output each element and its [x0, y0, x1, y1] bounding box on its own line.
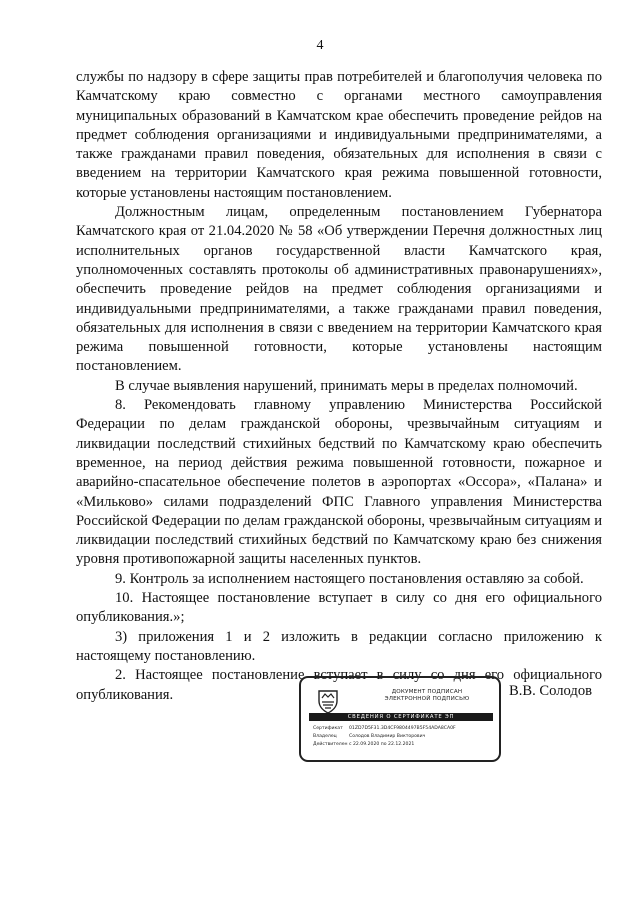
- stamp-certificate-bar: СВЕДЕНИЯ О СЕРТИФИКАТЕ ЭП: [309, 713, 493, 721]
- paragraph: 10. Настоящее постановление вступает в силу со дня его официального опубликования.»;: [76, 590, 602, 626]
- paragraph: 8. Рекомендовать главному управлению Министерства Российской Федерации по делам гражданской обороны, чрезвычайным ситуациям и ликвидации последствий стихийных бедствий по Камчатскому краю обеспечить временное, на период действия режима повышенной готовности, пожарное и аварийно-спасательное обеспечение полетов в аэропортах «Оссора», «Палана» и «Мильково» силами подразделений ФПС Главного управления Министерства Российской Федерации по делам гражданской обороны, чрезвычайным ситуациям и ликвидации последствий стихийных бедствий по Камчатскому краю без снижения уровня противопожарной защиты населенных пунктов.: [76, 397, 602, 568]
- coat-of-arms-icon: [315, 688, 341, 714]
- stamp-row: Действителен с 22.09.2020 по 22.12.2021: [313, 742, 415, 747]
- stamp-row: Сертификат 01ZD7D5F31.3D4CF9804497B5F54ADA8CA0F: [313, 726, 456, 731]
- page-number: 4: [316, 38, 324, 53]
- stamp-heading: ДОКУМЕНТ ПОДПИСАН ЭЛЕКТРОННОЙ ПОДПИСЬЮ: [384, 689, 470, 702]
- paragraph: службы по надзору в сфере защиты прав потребителей и благополучия человека по Камчатскому краю совместно с органами местного самоуправления муниципальных образований в Камчатском крае обеспечить проведение рейдов на предмет соблюдения организациями и индивидуальными предпринимателями, а также гражданами правил поведения, обязательных для исполнения в связи с введением на территории Камчатского края режима повышенной готовности, которые установлены настоящим постановлением.: [76, 69, 602, 201]
- document-body: [76, 68, 602, 705]
- stamp-details: [313, 725, 497, 749]
- paragraph: 3) приложения 1 и 2 изложить в редакции согласно приложению к настоящему постановлению.: [76, 628, 602, 664]
- signatory-name: В.В. Солодов: [509, 683, 593, 699]
- paragraph: В случае выявления нарушений, принимать меры в пределах полномочий.: [115, 377, 578, 394]
- electronic-signature-stamp: [299, 676, 501, 762]
- paragraph: 2. Настоящее постановление вступает в силу со дня его официального опубликования.: [76, 667, 602, 703]
- stamp-row: Владелец Солодов Владимир Викторович: [313, 734, 426, 739]
- paragraph: 9. Контроль за исполнением настоящего постановления оставляю за собой.: [115, 570, 584, 587]
- paragraph: Должностным лицам, определенным постановлением Губернатора Камчатского края от 21.04.2020 № 58 «Об утверждении Перечня должностных лиц исполнительных органов государственной власти Камчатского края, уполномоченных составлять протоколы об административных правонарушениях», обеспечить проведение рейдов на предмет соблюдения организациями и индивидуальными предпринимателями, а также гражданами правил поведения, обязательных для исполнения в связи с введением на территории Камчатского края режима повышенной готовности, которые установлены настоящим постановлением.: [76, 204, 602, 375]
